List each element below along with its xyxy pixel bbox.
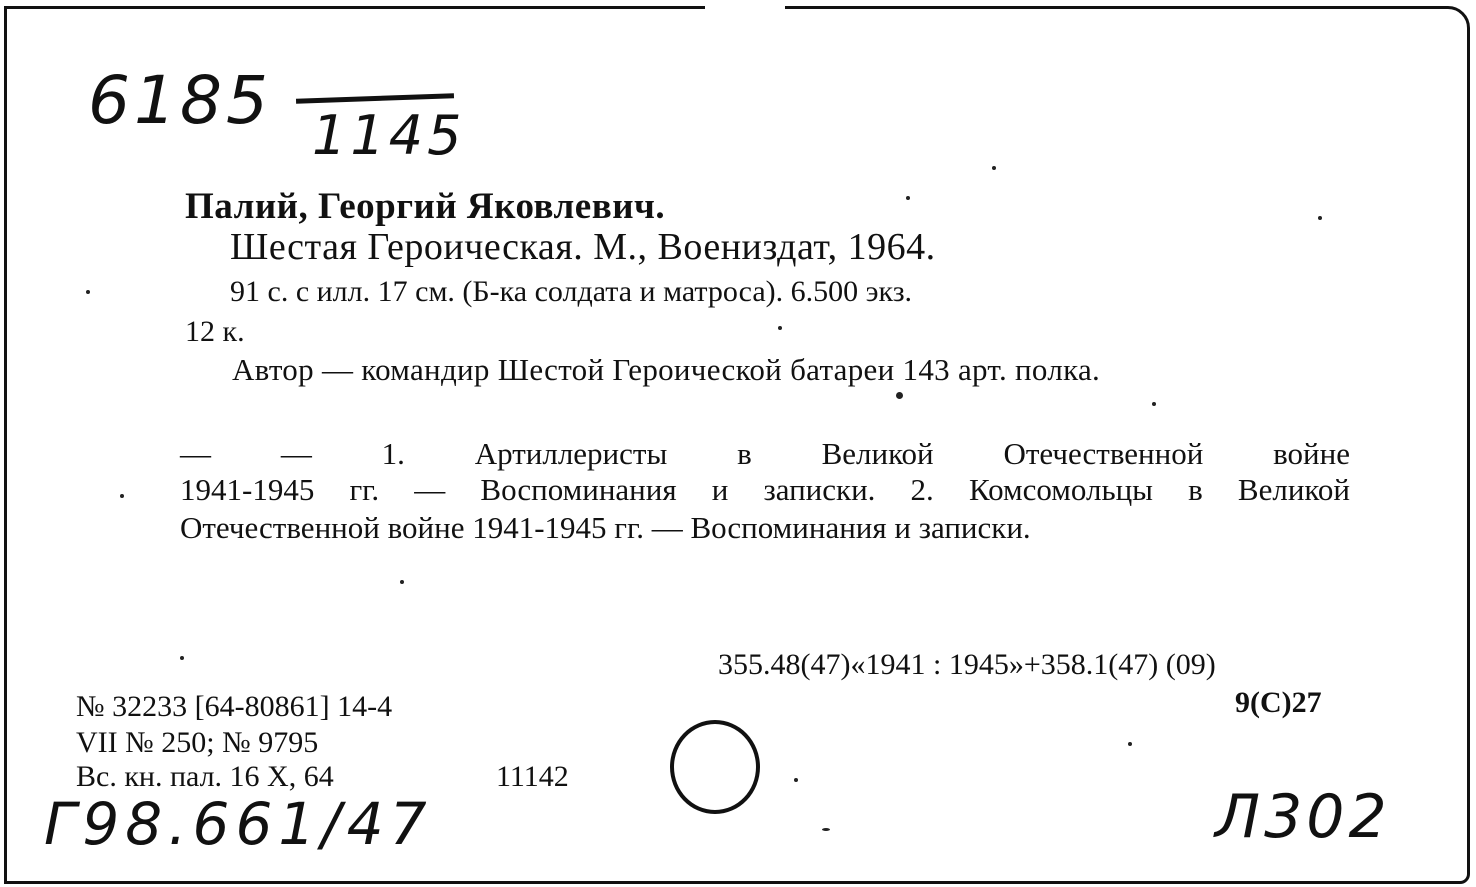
handwritten-call-subnumber: 1145 [312,104,466,167]
scan-speck [180,656,184,660]
subject-line-1: — — 1. Артиллеристы в Великой Отечественной войне [180,436,1350,471]
price: 12 к. [185,315,245,348]
order-number: 11142 [496,760,569,793]
subject-line-2: 1941-1945 гг. — Воспоминания и записки. 2. Комсомольцы в Великой [180,472,1350,507]
bbk-index: 9(С)27 [1235,686,1322,719]
scan-speck [1128,742,1132,746]
scan-speck [778,326,782,330]
service-line-1: № 32233 [64-80861] 14-4 [76,690,393,723]
handwritten-shelf-mark: Л302 [1215,782,1391,852]
udc-index: 355.48(47)«1941 : 1945»+358.1(47) (09) [718,648,1216,681]
service-line-2: VII № 250; № 9795 [76,726,319,759]
scan-speck [120,494,124,498]
scan-speck [896,392,903,399]
scan-speck [1152,402,1156,406]
card-top-notch [705,3,785,12]
scan-speck [1318,216,1322,220]
scan-speck [86,290,90,294]
scan-speck [400,580,404,584]
author-note: Автор — командир Шестой Героической батареи 143 арт. полка. [232,352,1101,387]
scan-speck [822,828,830,831]
author-heading: Палий, Георгий Яковлевич. [185,186,666,227]
service-line-3: Вс. кн. пал. 16 X, 64 [76,760,334,793]
scan-speck [992,166,996,170]
physical-description: 91 с. с илл. 17 см. (Б-ка солдата и матроса). 6.500 экз. [230,275,913,308]
handwritten-inventory-number: Г98.661/47 [44,790,433,858]
punch-hole [670,720,760,814]
handwritten-call-number: 6185 [88,62,272,139]
scan-speck [906,196,910,200]
scan-speck [794,778,798,782]
title-imprint: Шестая Героическая. М., Воениздат, 1964. [230,226,936,268]
subject-line-3: Отечественной войне 1941-1945 гг. — Воспоминания и записки. [180,510,1031,545]
